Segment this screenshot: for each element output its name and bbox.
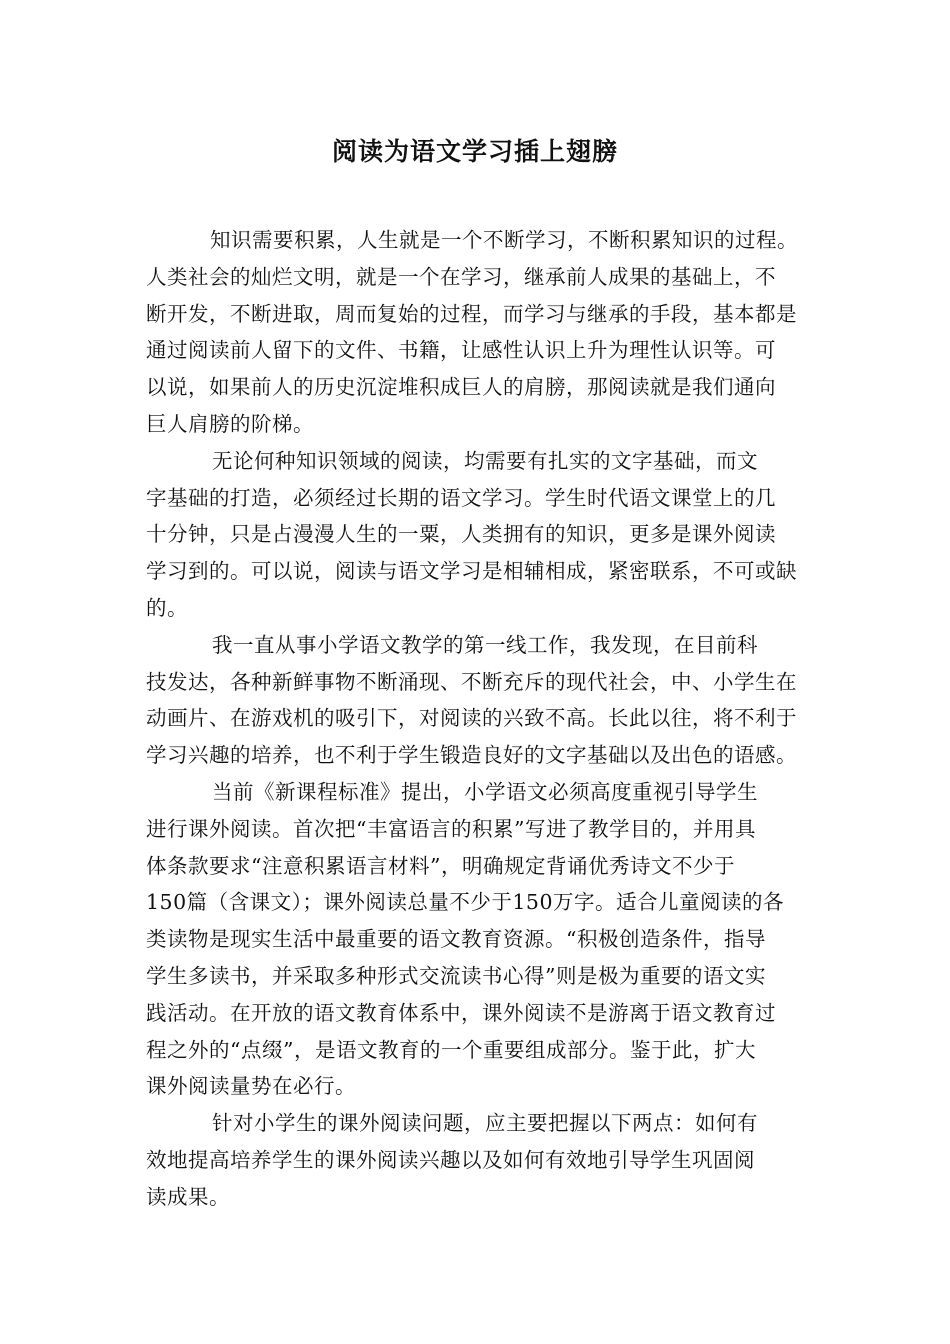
paragraph xyxy=(146,443,811,627)
text-line: 学习兴趣的培养，也不利于学生锻造良好的文字基础以及出色的语感。 xyxy=(146,743,797,768)
text-line: 读成果。 xyxy=(146,1184,230,1209)
paragraph xyxy=(146,1105,811,1215)
text-line: 效地提高培养学生的课外阅读兴趣以及如何有效地引导学生巩固阅 xyxy=(146,1147,755,1172)
text-line: 类读物是现实生活中最重要的语文教育资源。“积极创造条件，指导 xyxy=(146,927,766,952)
text-line: 技发达，各种新鲜事物不断涌现、不断充斥的现代社会，中、小学生在 xyxy=(146,669,797,694)
text-line: 巨人肩膀的阶梯。 xyxy=(146,411,314,436)
text-line: 针对小学生的课外阅读问题，应主要把握以下两点：如何有 xyxy=(212,1111,758,1136)
text-line: 通过阅读前人留下的文件、书籍，让感性认识上升为理性认识等。可 xyxy=(146,338,776,363)
paragraph xyxy=(146,774,811,1105)
text-line: 当前《新课程标准》提出，小学语文必须高度重视引导学生 xyxy=(212,779,758,804)
text-line: 字基础的打造，必须经过长期的语文学习。学生时代语文课堂上的几 xyxy=(146,485,776,510)
text-line: 体条款要求“注意积累语言材料”，明确规定背诵优秀诗文不少于 xyxy=(146,853,735,878)
text-line: 十分钟，只是占漫漫人生的一粟，人类拥有的知识，更多是课外阅读 xyxy=(146,522,776,547)
paragraph xyxy=(146,627,811,774)
text-line: 以说，如果前人的历史沉淀堆积成巨人的肩膀，那阅读就是我们通向 xyxy=(146,375,776,400)
text-line: 人类社会的灿烂文明，就是一个在学习，继承前人成果的基础上，不 xyxy=(146,264,776,289)
text-line: 课外阅读量势在必行。 xyxy=(146,1074,356,1099)
text-line: 我一直从事小学语文教学的第一线工作，我发现，在目前科 xyxy=(212,632,758,657)
text-line: 学习到的。可以说，阅读与语文学习是相辅相成，紧密联系，不可或缺 xyxy=(146,559,797,584)
document-title: 阅读为语文学习插上翅膀 xyxy=(331,137,618,166)
text-line: 150篇（含课文）；课外阅读总量不少于150万字。适合儿童阅读的各 xyxy=(146,890,785,915)
text-line: 践活动。在开放的语文教育体系中，课外阅读不是游离于语文教育过 xyxy=(146,1000,776,1025)
paragraph xyxy=(146,222,811,443)
text-line: 的。 xyxy=(146,595,188,620)
text-line: 程之外的“点缀”，是语文教育的一个重要组成部分。鉴于此，扩大 xyxy=(146,1037,756,1062)
text-line: 进行课外阅读。首次把“丰富语言的积累”写进了教学目的，并用具 xyxy=(146,816,756,841)
text-line: 无论何种知识领域的阅读，均需要有扎实的文字基础，而文 xyxy=(212,448,758,473)
text-line: 知识需要积累，人生就是一个不断学习，不断积累知识的过程。 xyxy=(210,228,798,252)
document-body xyxy=(146,222,811,1216)
text-line: 断开发，不断进取，周而复始的过程，而学习与继承的手段，基本都是 xyxy=(146,301,797,326)
text-line: 动画片、在游戏机的吸引下，对阅读的兴致不高。长此以往，将不利于 xyxy=(146,706,797,731)
text-line: 学生多读书，并采取多种形式交流读书心得”则是极为重要的语文实 xyxy=(146,963,766,988)
